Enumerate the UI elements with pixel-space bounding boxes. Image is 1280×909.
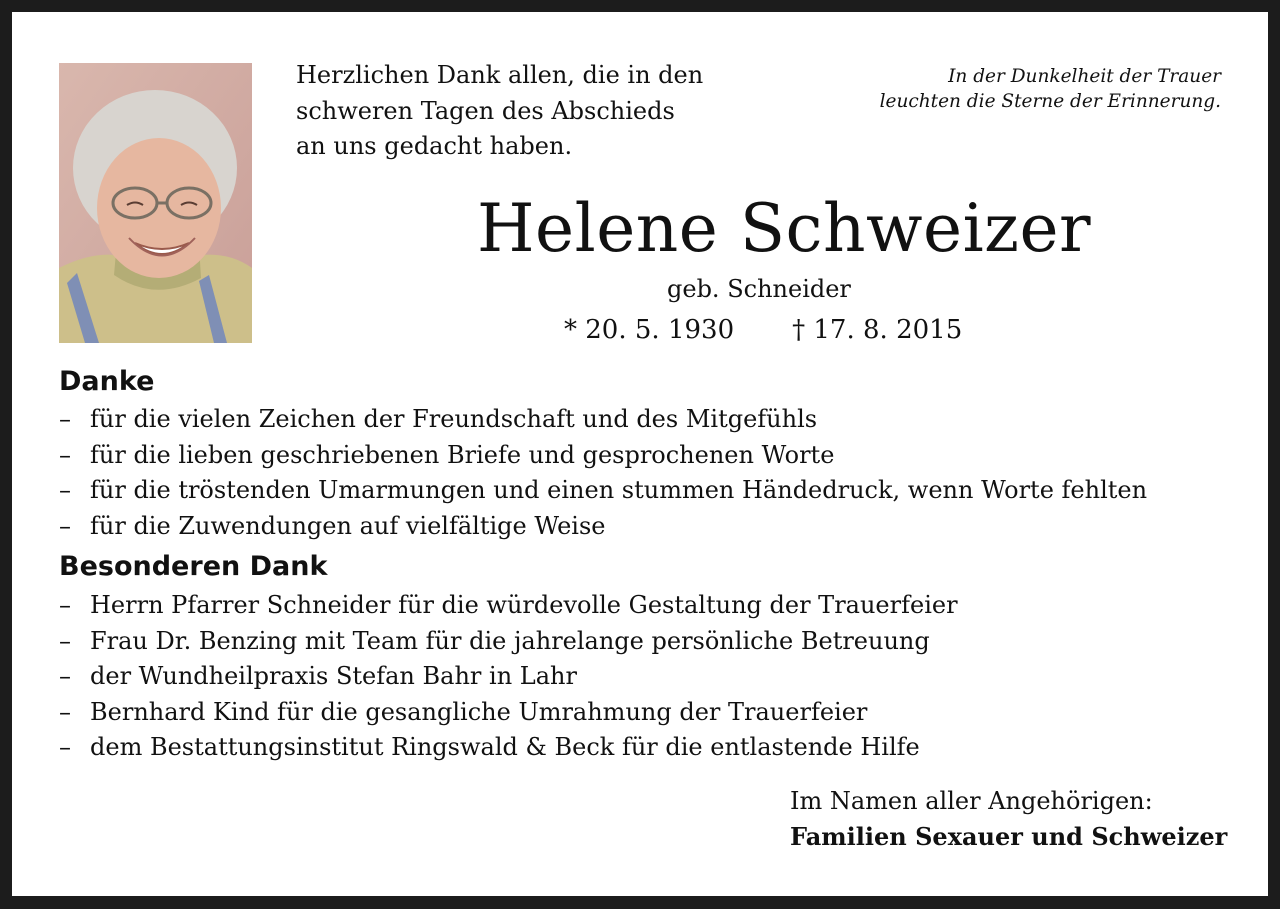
birth-date: * 20. 5. 1930 [564,315,735,345]
dash: – [59,591,71,619]
quote-line: In der Dunkelheit der Trauer [948,66,1221,87]
intro-line: Herzlichen Dank allen, die in den [296,61,704,89]
dash: – [59,626,71,655]
deceased-name: Helene Schweizer [477,190,1092,267]
death-date: † 17. 8. 2015 [792,315,963,345]
dash: – [59,733,71,761]
list-item: – für die vielen Zeichen der Freundschaft und des Mitgefühls [59,402,1147,438]
birth-name: geb. Schneider [667,275,851,303]
portrait-photo [59,63,252,343]
danke-list [59,402,1147,544]
dash: – [59,662,71,690]
dash: – [59,476,71,504]
dash: – [59,511,71,540]
besonderen-dank-list [59,588,958,766]
list-item: – Herrn Pfarrer Schneider für die würdevolle Gestaltung der Trauerfeier [59,588,958,624]
intro-text [296,58,703,165]
closing-signature [790,783,1227,855]
closing-line: Im Namen aller Angehörigen: [790,787,1153,815]
memorial-quote [880,64,1221,114]
quote-line: leuchten die Sterne der Erinnerung. [879,91,1221,112]
list-item: – Bernhard Kind für die gesangliche Umrahmung der Trauerfeier [59,695,958,731]
intro-line: an uns gedacht haben. [296,132,573,160]
list-item: – der Wundheilpraxis Stefan Bahr in Lahr [59,659,958,695]
family-names: Familien Sexauer und Schweizer [790,822,1228,851]
dash: – [59,440,71,469]
list-item: – dem Bestattungsinstitut Ringswald & Beck für die entlastende Hilfe [59,730,958,766]
list-item: – für die tröstenden Umarmungen und einen stummen Händedruck, wenn Worte fehlten [59,473,1147,509]
list-item: – für die Zuwendungen auf vielfältige Weise [59,509,1147,545]
danke-heading: Danke [59,366,155,397]
obituary-card [12,12,1268,896]
life-dates [564,313,962,347]
dash: – [59,697,71,726]
dash: – [59,405,71,433]
list-item: – für die lieben geschriebenen Briefe und gesprochenen Worte [59,438,1147,474]
intro-line: schweren Tagen des Abschieds [296,96,675,125]
list-item: – Frau Dr. Benzing mit Team für die jahrelange persönliche Betreuung [59,624,958,660]
besonderen-dank-heading: Besonderen Dank [59,551,328,582]
